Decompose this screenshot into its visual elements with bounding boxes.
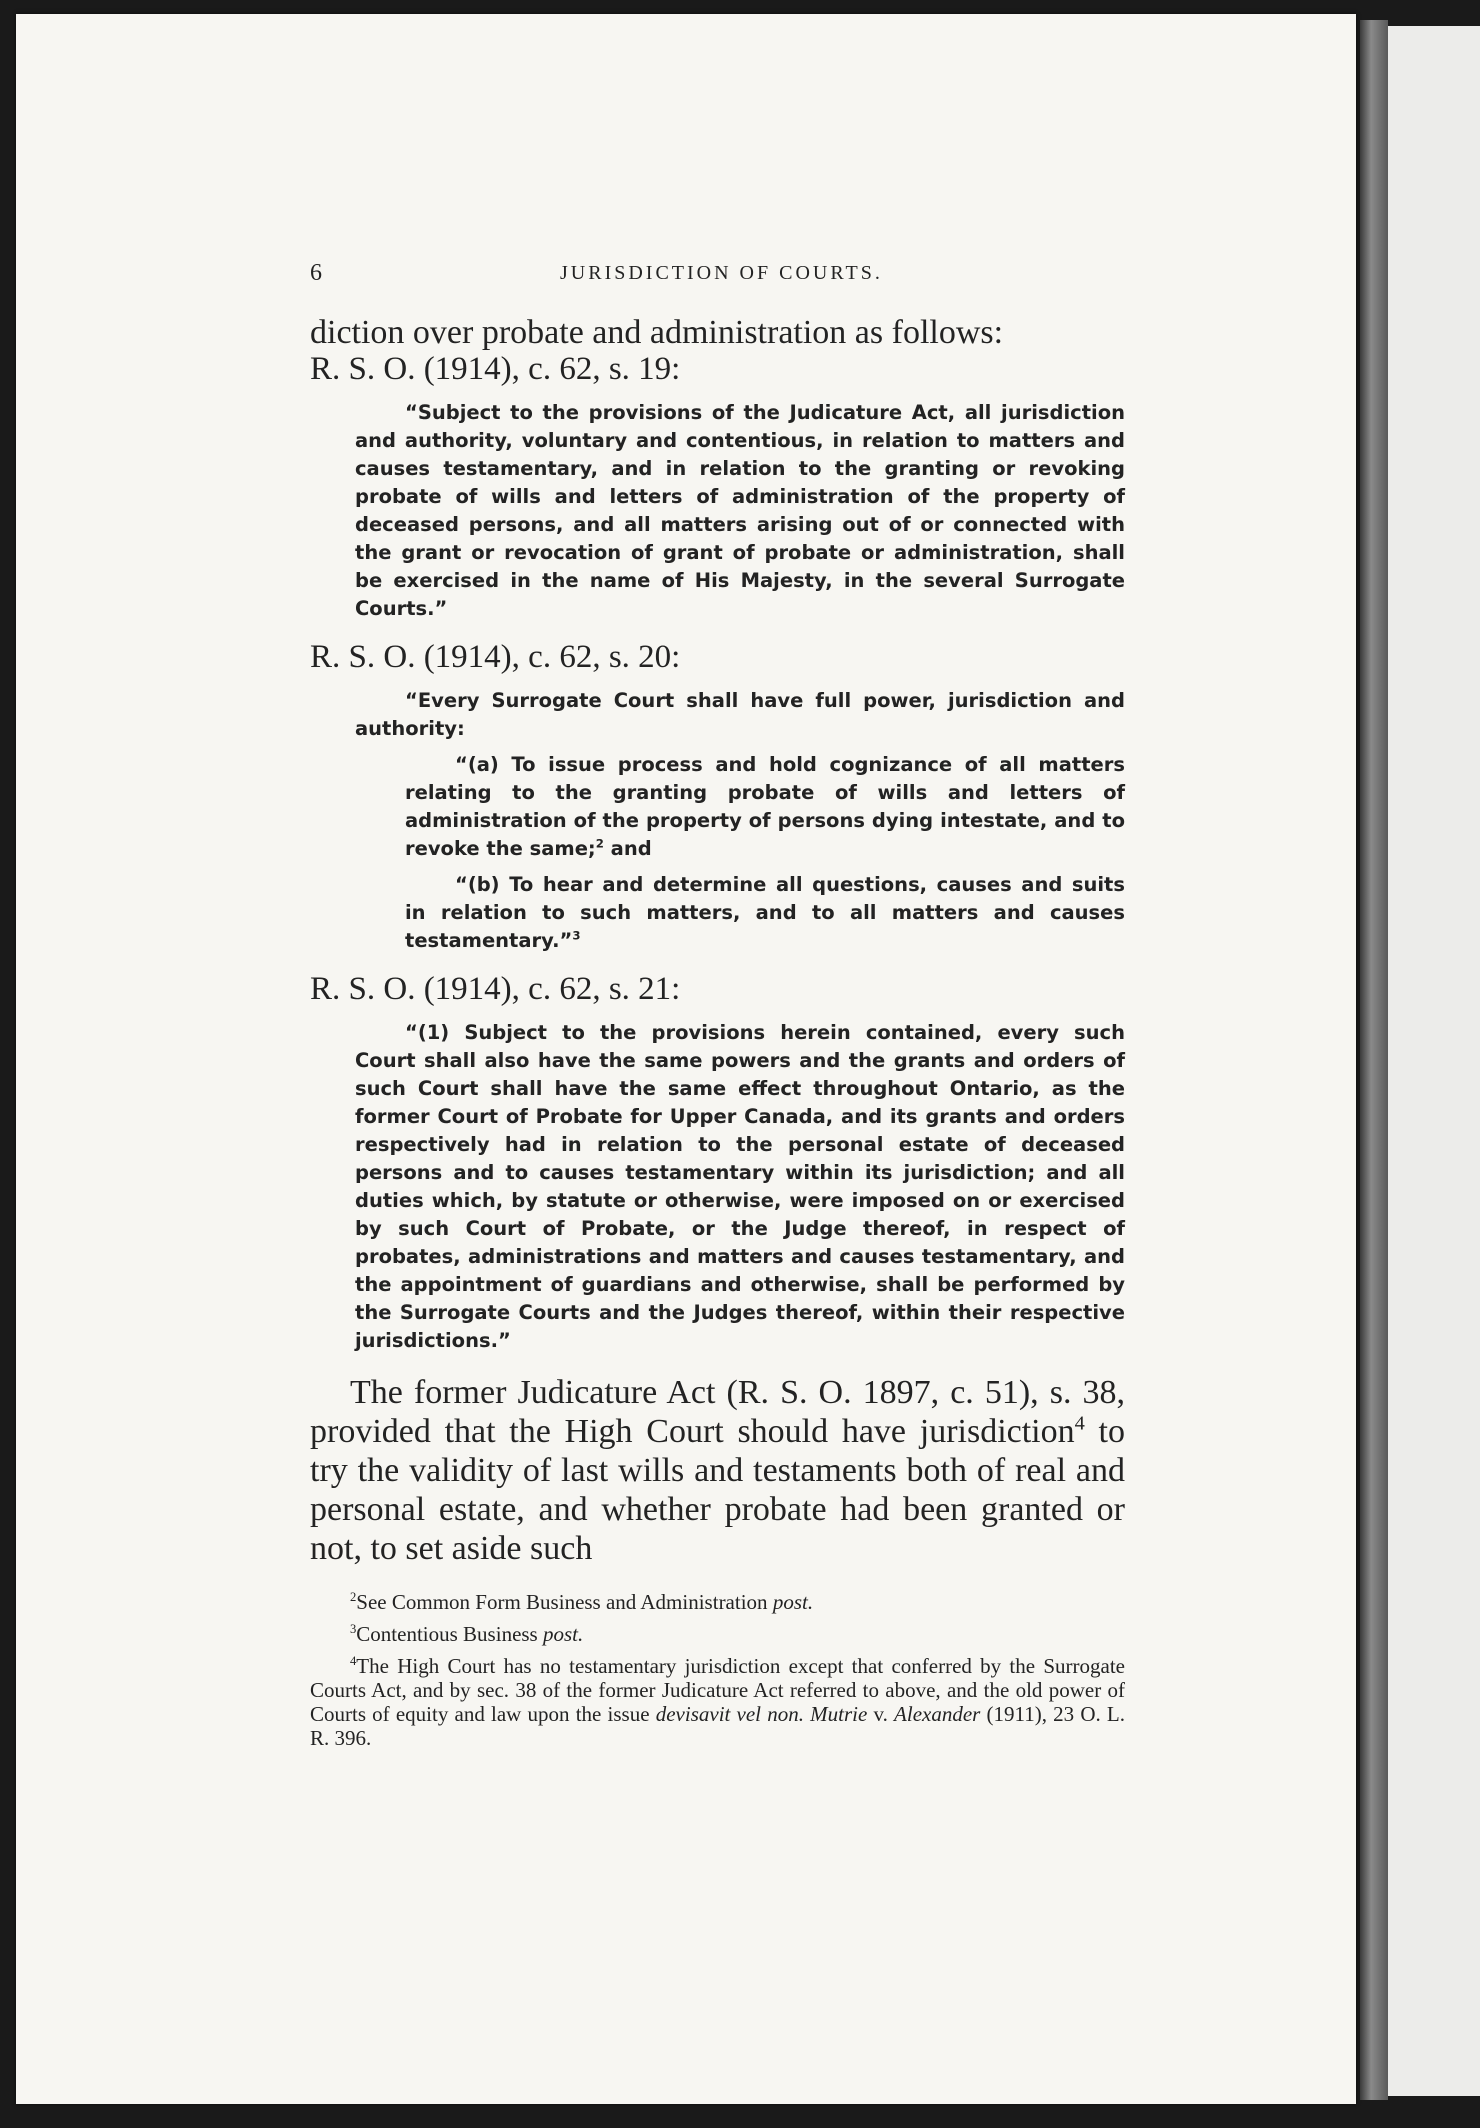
footnote-citation-tail: (1911), 23 O. L. R. 396. [310,1702,1126,1750]
quote-s21: “(1) Subject to the provisions herein contained, every such Court shall also have the same powers and the grants and orders of such Court shall have the same effect throughout Ontario, as the former Court of Probate for Upper Canada, and its grants and orders respectively had in relation to the personal estate of deceased persons and to causes testamentary within its jurisdiction; and all duties which, by statute or otherwise, were imposed on or exercised by such Court of Probate, or the Judge thereof, in respect of probates, administrations and matters and causes testamentary, and the appointment of guardians and otherwise, shall be performed by the Surrogate Courts and the Judges thereof, within their respective jurisdictions.” [355,1021,1125,1352]
footnote-text: See Common Form Business and Administration [356,1590,773,1614]
running-head-title: JURISDICTION OF COURTS. [560,262,883,284]
footnote-versus: v. [867,1702,895,1726]
running-head [310,260,1125,296]
footnotes [310,1590,1125,1750]
footnote-mark: 2 [350,1590,357,1604]
page-number: 6 [310,260,324,286]
closing-paragraph-start: The former Judicature Act (R. S. O. 1897, c. 51), s. 38, provided that the High Court should have jurisdiction [310,1374,1125,1450]
quote-s20-a-tail: and [603,837,652,860]
page-content [310,260,1125,1750]
footnote-italic: post. [772,1590,814,1614]
citation-s20: R. S. O. (1914), c. 62, s. 20: [310,639,681,675]
footnote-ref-2[interactable]: 2 [595,836,604,851]
citation-s19: R. S. O. (1914), c. 62, s. 19: [310,351,681,387]
footnote-case-party-2: Alexander [894,1702,981,1726]
quote-s20-a [405,751,1125,863]
footnote-mark: 3 [350,1622,357,1636]
quote-s19: “Subject to the provisions of the Judicature Act, all jurisdiction and authority, voluntary and contentious, in relation to matters and causes testamentary, and in relation to the granting or revoking probate of wills and letters of administration of the property of deceased persons, and all matters arising out of or connected with the grant or revocation of grant of probate or administration, shall be exercised in the name of His Majesty, in the several Surrogate Courts.” [355,401,1125,620]
footnote-text: The High Court has no testamentary jurisdiction except that conferred by the Surrogate Courts Act, and by sec. 38 of the former Judicature Act referred to above, and the old power of Courts of equity and law upon the issue [310,1654,1125,1726]
quote-s20-b [405,871,1125,955]
adjacent-page-edge [1388,26,1480,2096]
footnote-ref-4[interactable]: 4 [1074,1412,1085,1435]
footnote-4 [310,1654,1125,1750]
citation-s21: R. S. O. (1914), c. 62, s. 21: [310,971,681,1007]
quote-s20-a-text: “(a) To issue process and hold cognizance of all matters relating to the granting probate of wills and letters of administration of the property of persons dying intestate, and to revoke the same; [405,753,1125,860]
footnote-text: Contentious Business [356,1622,543,1646]
footnote-mark: 4 [350,1654,357,1668]
quote-s20-b-text: “(b) To hear and determine all questions, causes and suits in relation to such matters, and to all matters and causes testamentary.” [405,873,1125,952]
page-edge-shadow [1360,20,1388,2100]
closing-paragraph-end: to try the validity of last wills and testaments both of real and personal estate, and whether probate had been granted or not, to set aside such [310,1413,1125,1567]
footnote-ref-3[interactable]: 3 [572,928,581,943]
footnote-italic: post. [542,1622,584,1646]
footnote-2 [310,1590,1125,1614]
footnote-italic-latin: devisavit vel non. [655,1702,804,1726]
footnote-case-party-1: Mutrie [810,1702,868,1726]
footnote-3 [310,1622,1125,1646]
quote-s20-lead: “Every Surrogate Court shall have full power, jurisdiction and authority: [355,689,1125,740]
opening-text: diction over probate and administration as follows: [310,314,1004,351]
closing-paragraph [310,1373,1125,1568]
